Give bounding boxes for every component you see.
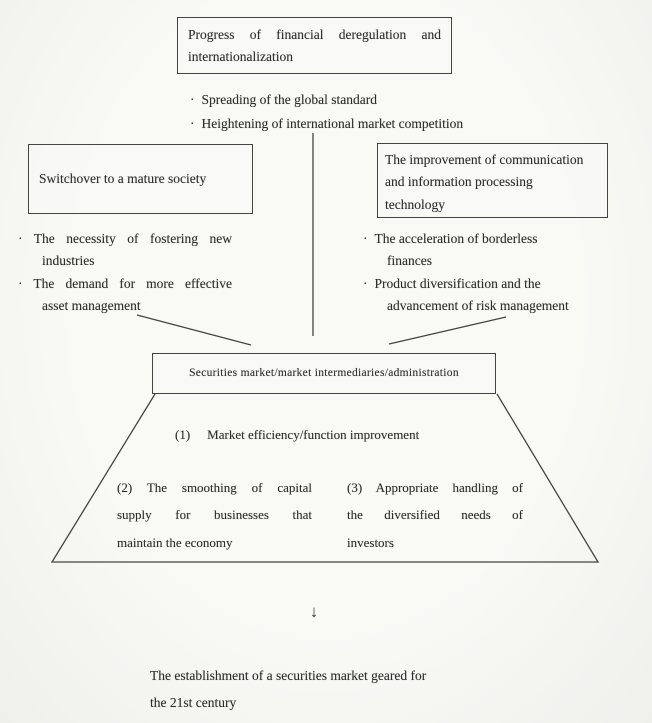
- bullet-dot: ·: [18, 275, 23, 291]
- list-item: [18, 228, 232, 250]
- list-item-text: The necessity of fostering new: [33, 231, 232, 246]
- list-item-text: The acceleration of borderless: [374, 231, 538, 246]
- list-item: [190, 112, 520, 136]
- conclusion-line-1: The establishment of a securities market geared for: [150, 668, 427, 683]
- left-cause-box: [28, 144, 253, 214]
- right-box-line-1: The improvement of communication: [385, 152, 584, 167]
- list-item: [363, 228, 591, 250]
- item-number: (1): [175, 427, 191, 442]
- left-factors-list: [18, 228, 232, 318]
- right-connector-line: [389, 317, 506, 344]
- item-line: [347, 474, 523, 501]
- item-line: maintain the economy: [117, 534, 233, 550]
- top-cause-box: [177, 17, 452, 74]
- item-number: (2): [117, 480, 133, 495]
- list-item-text: Product diversification and the: [374, 275, 541, 291]
- item-line: investors: [347, 534, 394, 550]
- list-item: [18, 273, 232, 295]
- conclusion-line-2: the 21st century: [150, 695, 237, 710]
- right-cause-box: [377, 143, 608, 218]
- item-text: The smoothing of capital: [146, 480, 312, 495]
- item-number: (3): [347, 480, 363, 495]
- list-item-continuation: advancement of risk management: [387, 298, 569, 314]
- bullet-dot: ·: [18, 231, 23, 246]
- item-line: supply for businesses that: [117, 507, 312, 523]
- list-item: [363, 273, 591, 295]
- conclusion-text: [150, 662, 530, 716]
- bullet-dot: ·: [190, 115, 195, 131]
- item-text: Appropriate handling of: [375, 480, 523, 495]
- list-item-continuation: asset management: [42, 298, 141, 314]
- bullet-dot: ·: [363, 275, 368, 291]
- list-item-text: Spreading of the global standard: [201, 92, 377, 107]
- right-factors-list: [363, 228, 591, 318]
- list-item-continuation: industries: [42, 253, 95, 269]
- funnel-item-1: [175, 424, 475, 446]
- item-line: [117, 474, 312, 501]
- global-factors-list: [190, 88, 520, 135]
- top-box-line-2: internationalization: [188, 48, 293, 64]
- item-text: Market efficiency/function improvement: [207, 427, 420, 442]
- list-item-text: Heightening of international market competition: [201, 115, 464, 131]
- list-item-text: The demand for more effective: [33, 275, 232, 291]
- left-box-label: Switchover to a mature society: [39, 170, 207, 186]
- securities-market-label: Securities market/market intermediaries/administration: [189, 367, 459, 380]
- securities-market-box: [152, 353, 496, 394]
- right-box-line-3: technology: [385, 196, 445, 212]
- down-arrow-icon: ↓: [309, 602, 319, 621]
- funnel-item-3: [347, 474, 523, 556]
- item-line: the diversified needs of: [347, 507, 523, 523]
- left-connector-line: [137, 315, 251, 345]
- list-item: [190, 88, 520, 112]
- bullet-dot: ·: [190, 92, 195, 107]
- top-box-line-1: Progress of financial deregulation and: [188, 27, 441, 42]
- funnel-item-2: [117, 474, 312, 556]
- right-box-line-2: and information processing: [385, 174, 533, 190]
- bullet-dot: ·: [363, 231, 368, 246]
- list-item-continuation: finances: [387, 253, 432, 269]
